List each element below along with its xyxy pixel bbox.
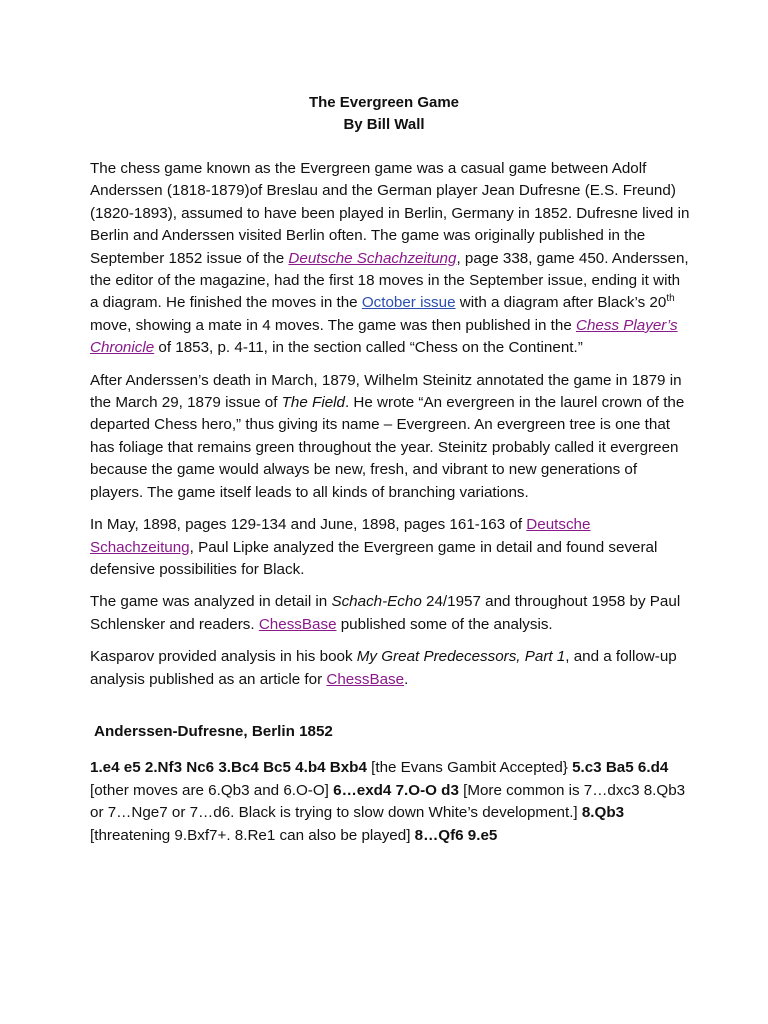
link-deutsche-schachzeitung[interactable]: Deutsche Schachzeitung	[288, 249, 457, 267]
move-comment: [the Evans Gambit Accepted}	[366, 759, 573, 777]
paragraph-text: , Paul Lipke analyzed the Evergreen game in detail and found several defensive possibilities for Black.	[90, 538, 658, 578]
game-heading: Anderssen-Dufresne, Berlin 1852	[94, 722, 333, 740]
document-body	[90, 158, 690, 857]
paragraph-text: The game was analyzed in detail in	[90, 593, 332, 611]
italic-title: My Great Predecessors, Part 1	[356, 648, 566, 666]
link-chessbase[interactable]: ChessBase	[258, 615, 337, 633]
paragraph-text: .	[404, 670, 409, 688]
paragraph-text: The chess game known as the Evergreen game was a casual game between Adolf Anderssen (1818-1879)of Breslau and the German player Jean Dufresne (E.S. Freund) (1820-1893), assumed to have been played in Berlin, Germany in 1852. Dufresne lived in Berlin and Anderssen visited Berlin often. The game was originally published in the September 1852 issue of the	[90, 160, 690, 267]
move-text: 1.e4 e5 2.Nf3 Nc6 3.Bc4 Bc5 4.b4 Bxb4	[90, 759, 367, 777]
paragraph-2	[90, 370, 690, 504]
paragraph-4	[90, 591, 690, 636]
link-deutsche-schachzeitung-2[interactable]: Deutsche Schachzeitung	[90, 516, 591, 556]
paragraph-5	[90, 646, 690, 691]
paragraph-text: . He wrote “An evergreen in the laurel crown of the departed Chess hero,” thus giving its name – Evergreen. An evergreen tree is one that has foliage that remains green throughout the year. Steinitz probably called it evergreen because the game would always be new, fresh, and vibrant to new generations of players. The game itself leads to all kinds of branching variations.	[90, 394, 685, 501]
paragraph-text: , page 338, game 450. Anderssen, the editor of the magazine, had the first 18 moves in the September issue, ending it with a diagram. He finished the moves in the	[90, 249, 689, 312]
paragraph-text: of 1853, p. 4-11, in the section called “Chess on the Continent.”	[154, 339, 583, 357]
link-chessbase-2[interactable]: ChessBase	[326, 670, 405, 688]
superscript: th	[666, 293, 675, 305]
paragraph-text: Kasparov provided analysis in his book	[90, 648, 357, 666]
move-comment: [More common is 7…dxc3 8.Qb3 or 7…Nge7 or 7…d6. Black is trying to slow down White’s development.]	[90, 781, 686, 822]
game-moves	[90, 757, 690, 847]
paragraph-text: In May, 1898, pages 129-134 and June, 1898, pages 161-163 of	[90, 516, 527, 534]
move-comment: [other moves are 6.Qb3 and 6.O-O]	[90, 781, 334, 799]
paragraph-3	[90, 514, 690, 581]
paragraph-text: 24/1957 and throughout 1958 by Paul Schlensker and readers.	[90, 593, 681, 633]
italic-title: The Field	[281, 394, 345, 412]
document-author: By Bill Wall	[343, 116, 425, 133]
paragraph-text: move, showing a mate in 4 moves. The game was then published in the	[90, 316, 576, 334]
paragraph-text: , and a follow-up analysis published as an article for	[90, 648, 677, 688]
link-october-issue[interactable]: October issue	[361, 294, 456, 312]
move-text: 8…Qf6 9.e5	[414, 826, 498, 844]
document-title: The Evergreen Game	[308, 94, 460, 111]
title-block	[0, 92, 768, 136]
link-chess-players-chronicle[interactable]: Chess Player’s Chronicle	[90, 316, 678, 357]
move-text: 5.c3 Ba5 6.d4	[572, 759, 669, 777]
paragraph-text: published some of the analysis.	[336, 615, 553, 633]
paragraph-text: After Anderssen’s death in March, 1879, Wilhelm Steinitz annotated the game in 1879 in the March 29, 1879 issue of	[90, 371, 682, 412]
move-comment: [threatening 9.Bxf7+. 8.Re1 can also be played]	[90, 826, 415, 844]
paragraph-text: with a diagram after Black’s 20	[455, 294, 667, 312]
move-text: 8.Qb3	[581, 804, 625, 822]
paragraph-1	[90, 158, 690, 360]
move-text: 6…exd4 7.O-O d3	[333, 781, 459, 799]
italic-title: Schach-Echo	[331, 593, 422, 611]
